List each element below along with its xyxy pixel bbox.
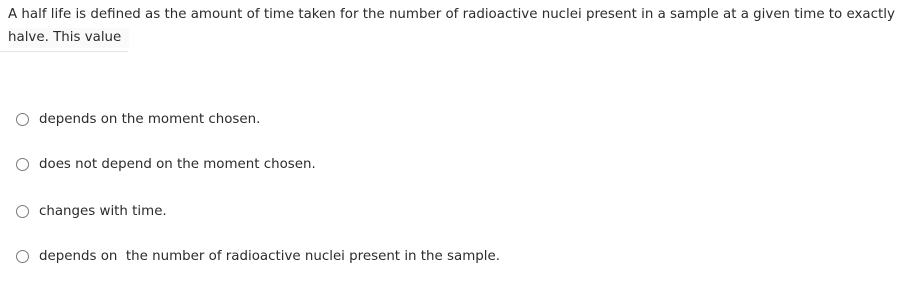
answer-option-3-label: changes with time. — [39, 203, 167, 219]
radio-button-1[interactable] — [16, 113, 29, 126]
radio-button-3[interactable] — [16, 205, 29, 218]
question-line-2: halve. This value — [8, 28, 129, 48]
question-line-1: A half life is defined as the amount of time taken for the number of radioactive nuclei present in a sample at a given time to exactly — [8, 7, 895, 22]
answer-option-2[interactable] — [16, 153, 316, 175]
answer-option-1[interactable] — [16, 108, 260, 130]
radio-button-2[interactable] — [16, 158, 29, 171]
answer-option-2-label: does not depend on the moment chosen. — [39, 156, 316, 172]
answer-option-4[interactable] — [16, 245, 500, 267]
answer-option-3[interactable] — [16, 200, 167, 222]
radio-button-4[interactable] — [16, 250, 29, 263]
answer-option-4-label: depends on the number of radioactive nuclei present in the sample. — [39, 248, 500, 264]
answer-option-1-label: depends on the moment chosen. — [39, 111, 261, 127]
